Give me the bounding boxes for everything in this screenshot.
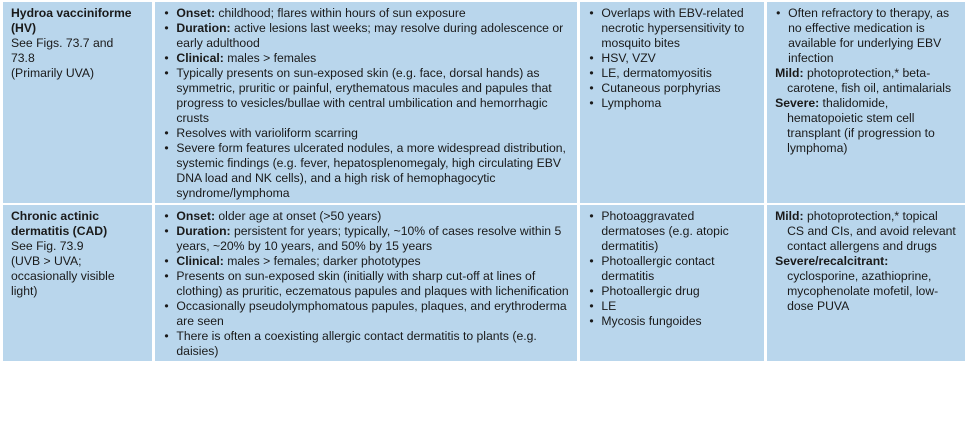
feature-item [163,66,569,126]
differential-item [588,66,756,81]
differential-list [588,6,756,111]
treatment-note-text: Often refractory to therapy, as no effective medication is available for underlying EBV infection [788,6,950,65]
differential-item [588,284,756,299]
differential-item [588,81,756,96]
differential-text: HSV, VZV [601,51,656,65]
condition-info: 73.8 [11,51,35,65]
differential-text: Mycosis fungoides [601,314,702,328]
treatment-list [775,6,957,66]
condition-name: Chronic actinic [11,209,100,223]
condition-info: See Figs. 73.7 and [11,36,114,50]
treatment-block [775,66,957,96]
feature-text: males > females [223,51,317,65]
differential-item [588,6,756,51]
feature-item [163,141,569,201]
feature-text: Severe form features ulcerated nodules, a more widespread distribution, systemic findings (e.g. fever, hepatosplenomegaly, high circulating EBV DNA load and NK cells), and a high risk of hemophagocytic syndrome/lymphoma [176,141,566,200]
feature-text: older age at onset (>50 years) [215,209,382,223]
differential-item [588,314,756,329]
condition-info: (Primarily UVA) [11,66,95,80]
features-cell [155,2,577,203]
differential-item [588,299,756,314]
treatment-note [775,6,957,66]
differential-item [588,209,756,254]
differential-text: Photoallergic drug [601,284,700,298]
condition-info: light) [11,284,38,298]
condition-name: Hydroa vacciniforme [11,6,132,20]
feature-item [163,254,569,269]
feature-text: males > females; darker phototypes [223,254,421,268]
table-row [3,2,965,203]
treatment-cell [767,205,965,361]
feature-item [163,299,569,329]
differential-text: Overlaps with EBV-related necrotic hypersensitivity to mosquito bites [601,6,745,50]
feature-item [163,224,569,254]
treatment-text: photoprotection,* beta-carotene, fish oil, antimalarials [787,66,952,95]
condition-name: dermatitis (CAD) [11,224,108,238]
feature-label: Onset: [176,6,216,20]
feature-text: persistent for years; typically, ~10% of cases resolve within 5 years, ~20% by 10 years, and 50% by 15 years [176,224,562,253]
differential-list [588,209,756,329]
features-cell [155,205,577,361]
condition-info: (UVB > UVA; [11,254,82,268]
feature-text: Occasionally pseudolymphomatous papules, plaques, and erythroderma are seen [176,299,567,328]
feature-label: Clinical: [176,254,224,268]
condition-cell [3,205,152,361]
treatment-cell [767,2,965,203]
feature-text: Resolves with varioliform scarring [176,126,358,140]
feature-item [163,269,569,299]
differential-cell [580,205,764,361]
treatment-severity-label: Severe/recalcitrant: [775,254,889,268]
feature-label: Duration: [176,224,231,238]
treatment-severity-label: Severe: [775,96,820,110]
treatment-severity-label: Mild: [775,66,804,80]
feature-label: Onset: [176,209,216,223]
condition-name: (HV) [11,21,37,35]
feature-text: childhood; flares within hours of sun exposure [215,6,466,20]
differential-text: Lymphoma [601,96,662,110]
treatment-block [775,254,957,314]
treatment-block [775,96,957,156]
differential-item [588,51,756,66]
treatment-text: photoprotection,* topical CS and CIs, and avoid relevant contact allergens and drugs [787,209,956,253]
treatment-text: cyclosporine, azathioprine, mycophenolate mofetil, low-dose PUVA [787,269,939,313]
feature-text: Presents on sun-exposed skin (initially with sharp cut-off at lines of clothing) as pruritic, eczematous papules and plaques with lichenification [176,269,569,298]
differential-item [588,96,756,111]
feature-item [163,21,569,51]
features-list [163,6,569,201]
condition-info: See Fig. 73.9 [11,239,84,253]
treatment-text: thalidomide, hematopoietic stem cell transplant (if progression to lymphoma) [787,96,935,155]
feature-text: Typically presents on sun-exposed skin (e.g. face, dorsal hands) as symmetric, pruritic or painful, erythematous macules and papules that progress to vesicles/bullae with central umbilication and hemorrhagic crusts [176,66,552,125]
differential-text: Photoallergic contact dermatitis [601,254,715,283]
feature-label: Clinical: [176,51,224,65]
feature-item [163,329,569,359]
features-list [163,209,569,359]
condition-cell [3,2,152,203]
condition-info: occasionally visible [11,269,115,283]
feature-item [163,51,569,66]
differential-cell [580,2,764,203]
differential-text: Cutaneous porphyrias [601,81,721,95]
treatment-severity-label: Mild: [775,209,804,223]
feature-label: Duration: [176,21,231,35]
feature-item [163,209,569,224]
feature-item [163,6,569,21]
feature-text: There is often a coexisting allergic contact dermatitis to plants (e.g. daisies) [176,329,537,358]
treatment-block [775,209,957,254]
differential-text: LE, dermatomyositis [601,66,712,80]
differential-text: LE [601,299,617,313]
feature-item [163,126,569,141]
table-row [3,205,965,361]
differential-item [588,254,756,284]
feature-text: active lesions last weeks; may resolve during adolescence or early adulthood [176,21,564,50]
differential-text: Photoaggravated dermatoses (e.g. atopic dermatitis) [601,209,729,253]
